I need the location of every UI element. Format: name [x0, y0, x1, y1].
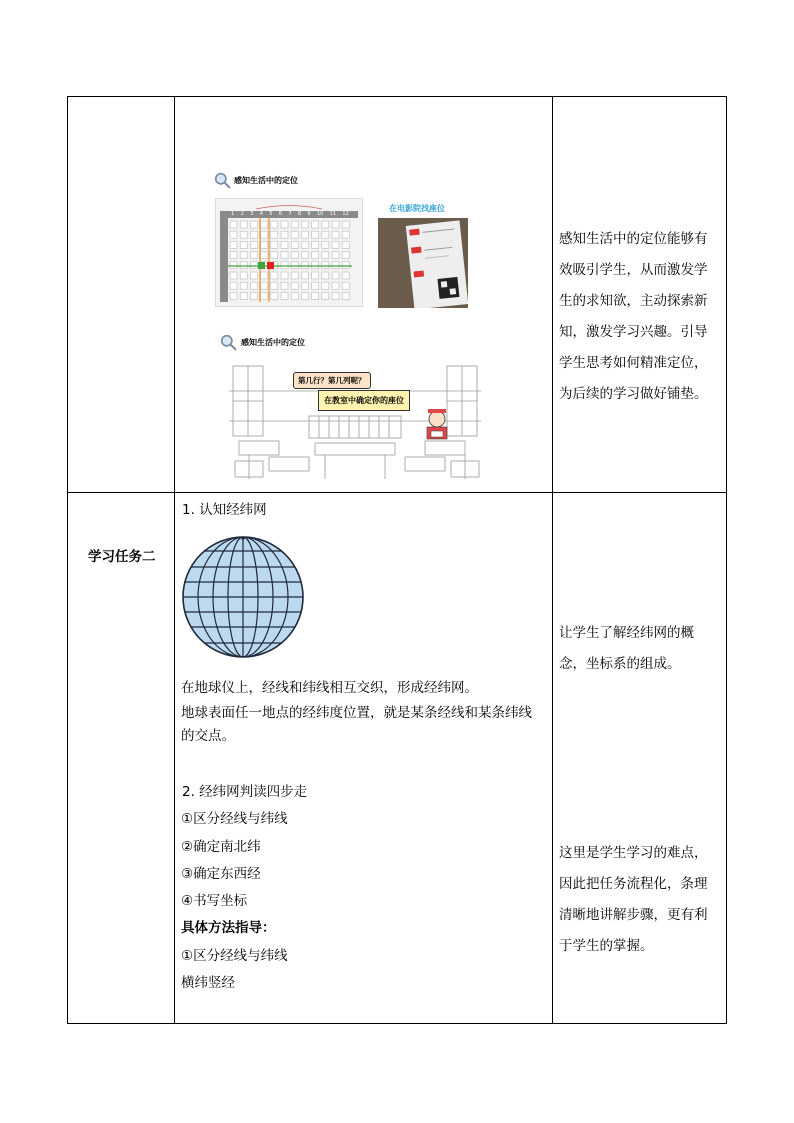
seat: [312, 272, 319, 279]
table-border-left: [67, 96, 68, 1024]
seat-number: 12: [342, 211, 349, 217]
globe-icon: [181, 535, 305, 659]
seat: [250, 292, 257, 299]
seat-number: 8: [297, 211, 302, 217]
seat: [312, 262, 319, 269]
table-row-divider: [67, 492, 727, 493]
seat: [250, 272, 257, 279]
seat: [240, 262, 247, 269]
seat: [281, 241, 288, 248]
seat: [332, 272, 339, 279]
ticket-paper: [406, 220, 468, 308]
seat: [261, 241, 268, 248]
seat: [301, 262, 308, 269]
seat: [322, 252, 329, 259]
illustration-title-2: 感知生活中的定位: [241, 338, 305, 347]
seat: [332, 221, 339, 228]
seat: [332, 241, 339, 248]
row2-notes-1: 让学生了解经纬网的概念，坐标系的组成。: [559, 625, 694, 672]
table-border-right: [726, 96, 727, 1024]
seat: [342, 221, 349, 228]
seat: [230, 272, 237, 279]
seat: [291, 252, 298, 259]
seat: [291, 241, 298, 248]
table-col-divider-2: [552, 96, 553, 1024]
seat: [250, 262, 257, 269]
seat: [281, 221, 288, 228]
seat: [230, 292, 237, 299]
seat: [342, 231, 349, 238]
seat: [291, 282, 298, 289]
seat: [342, 252, 349, 259]
para1-line2: 地球表面任一地点的经纬度位置，就是某条经线和某条纬线的交点。: [181, 705, 532, 744]
seat: [332, 262, 339, 269]
seat: [271, 231, 278, 238]
seat: [250, 221, 257, 228]
seat: [261, 252, 268, 259]
seat-number: 10: [316, 211, 324, 217]
seat: [312, 241, 319, 248]
row1-notes: 感知生活中的定位能够有效吸引学生，从而激发学生的求知欲，主动探索新知，激发学习兴趣。引导学生思考如何精准定位，为后续的学习做好铺垫。: [559, 231, 708, 402]
seat: [281, 252, 288, 259]
seat: [301, 231, 308, 238]
method-title: 具体方法指导：: [181, 920, 276, 936]
seat: [230, 282, 237, 289]
seat: [332, 292, 339, 299]
seat: [312, 282, 319, 289]
seat: [342, 282, 349, 289]
para1-line1: 在地球仪上，经线和纬线相互交织，形成经纬网。: [181, 680, 478, 696]
seat: [322, 282, 329, 289]
seat: [342, 262, 349, 269]
seat: [230, 221, 237, 228]
illustration-title-1: 感知生活中的定位: [234, 176, 298, 185]
seat-chart: [215, 198, 363, 307]
method-step: ①区分经线与纬线: [181, 948, 288, 964]
seat: [281, 272, 288, 279]
seat: [271, 272, 278, 279]
method-tip: 横纬竖经: [181, 975, 235, 991]
seat: [240, 292, 247, 299]
seat: [291, 292, 298, 299]
cinema-label: 在电影院找座位: [389, 204, 445, 213]
seat: [332, 282, 339, 289]
row2-label: 学习任务二: [88, 549, 156, 565]
step-2: ②确定南北纬: [181, 839, 261, 855]
seat: [301, 272, 308, 279]
seat-number: 2: [240, 211, 244, 217]
seat: [240, 252, 247, 259]
seat: [281, 231, 288, 238]
row2-notes-2: 这里是学生学习的难点，因此把任务流程化，条理清晰地讲解步骤，更有利于学生的掌握。: [559, 845, 708, 954]
seat: [301, 292, 308, 299]
seat-number: 4: [259, 211, 263, 217]
seat: [261, 221, 268, 228]
seat: [312, 292, 319, 299]
table-border-bottom: [67, 1023, 727, 1024]
seat: [322, 262, 329, 269]
seat: [281, 282, 288, 289]
task-bubble: 在教室中确定你的座位: [318, 390, 410, 411]
seat: [240, 241, 247, 248]
seat: [312, 231, 319, 238]
seat: [230, 252, 237, 259]
seat: [291, 221, 298, 228]
student-figure: [427, 409, 447, 439]
seat: [271, 241, 278, 248]
seat: [250, 252, 257, 259]
seat-number-row: [228, 211, 352, 218]
seat: [240, 221, 247, 228]
seat: [301, 221, 308, 228]
seat-number: 9: [307, 211, 311, 217]
seat: [332, 252, 339, 259]
seat: [291, 272, 298, 279]
magnifier-icon: [214, 172, 231, 189]
seat-number: 7: [288, 211, 292, 217]
seat-number: 3: [250, 211, 254, 217]
seat: [342, 272, 349, 279]
seat-number: 11: [329, 211, 337, 217]
seat: [322, 221, 329, 228]
seat: [271, 282, 278, 289]
seat: [230, 262, 237, 269]
seat: [301, 241, 308, 248]
movie-ticket-photo: [378, 218, 468, 308]
step-1: ①区分经线与纬线: [181, 811, 288, 827]
question-bubble: 第几行？第几列呢？: [293, 372, 371, 389]
seat: [271, 252, 278, 259]
seat: [301, 282, 308, 289]
heading-2: 2. 经纬网判读四步走: [182, 784, 308, 800]
seat: [291, 231, 298, 238]
seat: [261, 282, 268, 289]
seat: [322, 241, 329, 248]
seat: [281, 292, 288, 299]
seat: [342, 241, 349, 248]
seat: [240, 282, 247, 289]
seat-number: 5: [269, 211, 273, 217]
seat: [250, 231, 257, 238]
seat-number: 1: [231, 211, 235, 217]
seat: [332, 231, 339, 238]
seat: [261, 292, 268, 299]
seat: [342, 292, 349, 299]
seat: [240, 231, 247, 238]
magnifier-icon: [220, 334, 237, 351]
seat: [312, 252, 319, 259]
table-col-divider-1: [174, 96, 175, 1024]
step-4: ④书写坐标: [181, 893, 248, 909]
seat: [250, 282, 257, 289]
seat: [281, 262, 288, 269]
seat: [322, 231, 329, 238]
seat: [291, 262, 298, 269]
seat: [271, 221, 278, 228]
seat: [261, 272, 268, 279]
seat: [312, 221, 319, 228]
seat: [322, 272, 329, 279]
seat: [271, 292, 278, 299]
seat: [301, 252, 308, 259]
step-3: ③确定东西经: [181, 866, 261, 882]
seat: [230, 231, 237, 238]
seat: [261, 231, 268, 238]
table-border-top: [67, 96, 727, 97]
seat: [230, 241, 237, 248]
heading-1: 1. 认知经纬网: [182, 502, 267, 518]
seat-number: 6: [278, 211, 283, 217]
seat: [322, 292, 329, 299]
seat: [240, 272, 247, 279]
seat: [250, 241, 257, 248]
